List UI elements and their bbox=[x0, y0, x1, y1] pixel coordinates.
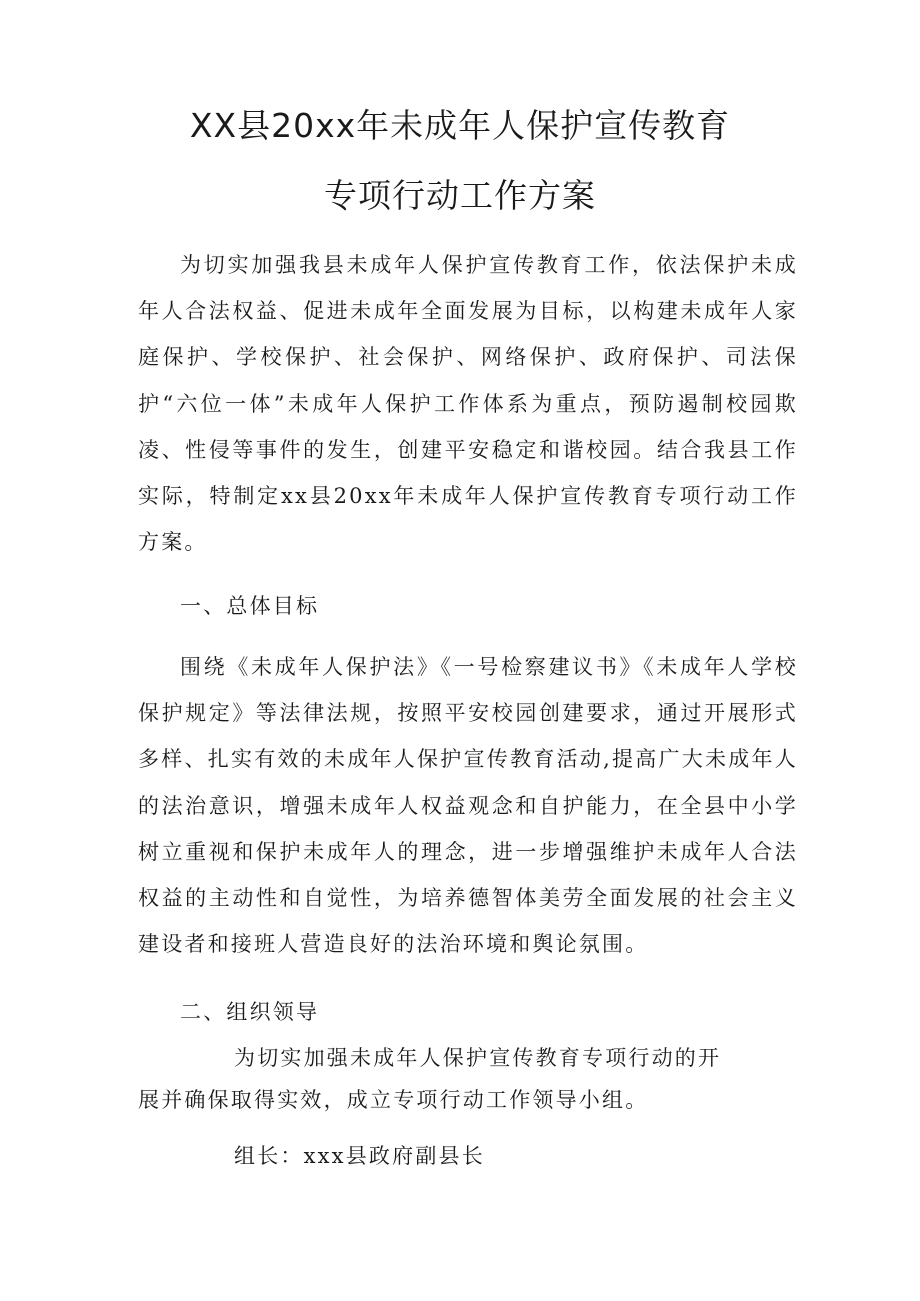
intro-paragraph: 为切实加强我县未成年人保护宣传教育工作，依法保护未成年人合法权益、促进未成年全面发展为目标，以构建未成年人家庭保护、学校保护、社会保护、网络保护、政府保护、司法保护“六位一体”未成年人保护工作体系为重点，预防遏制校园欺凌、性侵等事件的发生，创建平安稳定和谐校园。结合我县工作实际，特制定xx县20xx年未成年人保护宣传教育专项行动工作方案。 bbox=[138, 253, 798, 555]
section-heading-organization: 二、组织领导 bbox=[180, 1000, 320, 1024]
organization-paragraph-line-1: 为切实加强未成年人保护宣传教育专项行动的开 bbox=[234, 1046, 722, 1070]
document-title-line-2: 专项行动工作方案 bbox=[324, 176, 596, 215]
section-heading-overall-goal: 一、总体目标 bbox=[180, 594, 320, 618]
document-title-line-1: XX县20xx年未成年人保护宣传教育 bbox=[189, 106, 731, 145]
organization-paragraph-line-2: 展并确保取得实效，成立专项行动工作领导小组。 bbox=[138, 1088, 649, 1112]
group-leader-line: 组长：xxx县政府副县长 bbox=[234, 1144, 485, 1168]
overall-goal-paragraph: 围绕《未成年人保护法》《一号检察建议书》《未成年人学校保护规定》等法律法规，按照平安校园创建要求，通过开展形式多样、扎实有效的未成年人保护宣传教育活动,提高广大未成年人的法治意识，增强未成年人权益观念和自护能力，在全县中小学树立重视和保护未成年人的理念，进一步增强维护未成年人合法权益的主动性和自觉性，为培养德智体美劳全面发展的社会主义建设者和接班人营造良好的法治环境和舆论氛围。 bbox=[138, 655, 798, 957]
